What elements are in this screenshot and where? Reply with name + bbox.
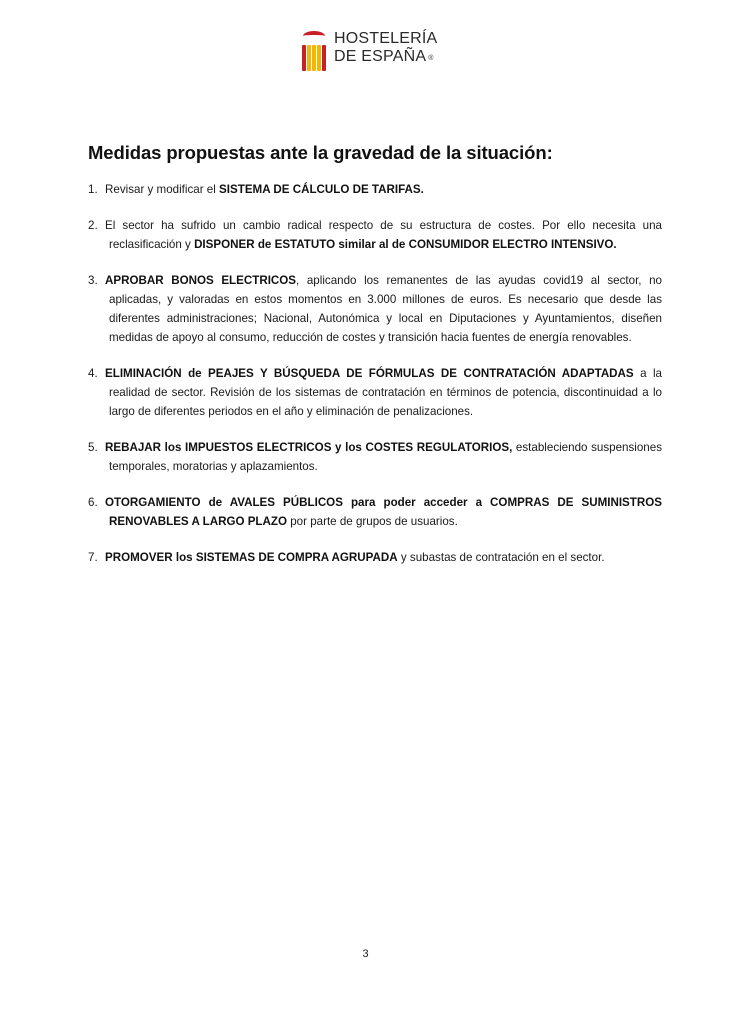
logo-bar [317, 45, 321, 71]
logo-line2-wrap [334, 48, 437, 66]
list-item-number: 2. [88, 219, 98, 232]
list-item-number: 1. [88, 183, 98, 196]
list-item-text: por parte de grupos de usuarios. [287, 515, 458, 528]
list-item-bold-text: SISTEMA DE CÁLCULO DE TARIFAS. [219, 183, 424, 196]
list-item-bold-text: OTORGAMIENTO de AVALES PÚBLICOS para poder acceder a COMPRAS DE SUMINISTROS RENOVABLES A LARGO PLAZO [105, 496, 662, 528]
list-item-bold-text: PROMOVER los SISTEMAS DE COMPRA AGRUPADA [105, 551, 398, 564]
list-item-text: estableciendo suspensiones temporales, moratorias y aplazamientos. [109, 441, 662, 473]
list-item-bold-text: DISPONER de ESTATUTO similar al de CONSUMIDOR ELECTRO INTENSIVO. [194, 238, 617, 251]
measures-list [88, 180, 662, 584]
logo-bar [302, 45, 306, 71]
list-item-bold-text: ELIMINACIÓN de PEAJES Y BÚSQUEDA DE FÓRMULAS DE CONTRATACIÓN ADAPTADAS [105, 367, 634, 380]
page-number: 3 [362, 948, 369, 960]
list-item [88, 216, 662, 254]
list-item-number: 6. [88, 496, 98, 509]
list-item-text: El sector ha sufrido un cambio radical respecto de su estructura de costes. Por ello necesita una reclasificación y [105, 219, 662, 251]
logo-bar [312, 45, 316, 71]
list-item-text: a la realidad de sector. Revisión de los sistemas de contratación en términos de potencia, discontinuidad a lo largo de diferentes periodos en el año y eliminación de penalizaciones. [109, 367, 662, 418]
list-item-text: y subastas de contratación en el sector. [397, 551, 605, 564]
page-title: Medidas propuestas ante la gravedad de la situación: [88, 142, 553, 163]
logo-text [334, 27, 437, 66]
list-item-bold-text: REBAJAR los IMPUESTOS ELECTRICOS y los COSTES REGULATORIOS, [105, 441, 513, 454]
list-item-text: , aplicando los remanentes de las ayudas covid19 al sector, no aplicadas, y valoradas en estos momentos en 3.000 millones de euros. Es necesario que desde las diferentes administraciones; Nacional, Autonómica y local en Diputaciones y Ayuntamientos, diseñen medidas de apoyo al consumo, reducción de costes y transición hacia fuentes de energía renovables. [109, 274, 663, 344]
list-item [88, 180, 662, 199]
list-item-number: 7. [88, 551, 98, 564]
list-item [88, 493, 662, 531]
list-item-text: Revisar y modificar el [105, 183, 220, 196]
list-item [88, 548, 662, 567]
hosteleria-logo [302, 27, 442, 75]
list-item-bold-text: APROBAR BONOS ELECTRICOS [105, 274, 297, 287]
list-item-number: 5. [88, 441, 98, 454]
list-item [88, 364, 662, 421]
logo-bar [322, 45, 326, 71]
logo-arc [303, 31, 325, 41]
list-item [88, 438, 662, 476]
list-item-number: 3. [88, 274, 98, 287]
list-item [88, 271, 662, 347]
logo-line2: DE ESPAÑA [334, 48, 427, 65]
logo-line1: HOSTELERÍA [334, 30, 438, 47]
logo-bar [307, 45, 311, 71]
list-item-number: 4. [88, 367, 98, 380]
registered-mark: ® [428, 55, 434, 62]
logo-mark-icon [302, 27, 328, 71]
